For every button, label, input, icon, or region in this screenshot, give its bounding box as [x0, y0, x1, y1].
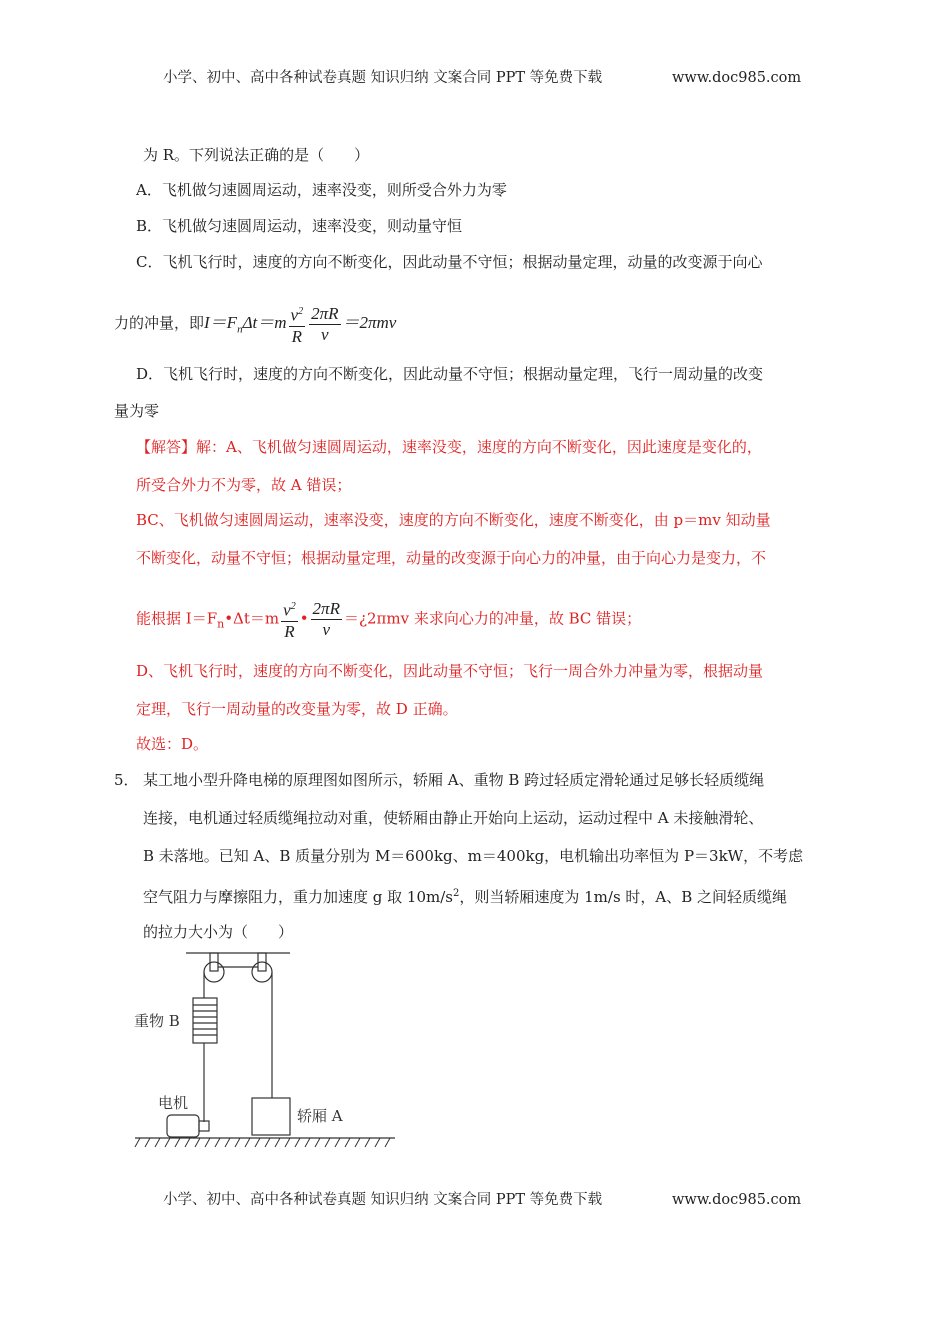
pulley-right — [252, 962, 272, 982]
option-b: B．飞机做匀速圆周运动，速率没变，则动量守恒 — [136, 217, 463, 235]
fraction — [311, 599, 342, 640]
formula-part: Δt＝m — [242, 313, 287, 333]
answer-line: 【解答】解：A、飞机做匀速圆周运动，速率没变，速度的方向不断变化，因此速度是变化的， — [136, 438, 762, 456]
exponent: 2 — [298, 306, 304, 317]
elevator-diagram — [130, 945, 410, 1155]
answer-line: BC、飞机做匀速圆周运动，速率没变，速度的方向不断变化，速度不断变化，由 p＝mv 知动量 — [136, 511, 771, 529]
footer-url[interactable]: www.doc985.com — [672, 1192, 802, 1208]
fraction — [281, 597, 298, 642]
formula-part: I＝F — [204, 313, 238, 333]
answer-line: D、飞机飞行时，速度的方向不断变化，因此动量不守恒；飞行一周合外力冲量为零，根据动量 — [136, 662, 764, 680]
denominator: v — [321, 324, 329, 344]
label-motor: 电机 — [158, 1094, 189, 1112]
motor — [167, 1115, 199, 1137]
option-c-text: 力的冲量，即 — [114, 314, 205, 333]
footer-text: 小学、初中、高中各种试卷真题 知识归纳 文案合同 PPT 等免费下载 — [163, 1192, 603, 1208]
denominator: v — [322, 619, 331, 639]
numerator: v — [283, 600, 291, 620]
question-line: 连接，电机通过轻质缆绳拉动对重，使轿厢由静止开始向上运动，运动过程中 A 未接触滑轮、 — [143, 809, 764, 827]
label-weight-b: 重物 B — [134, 1012, 180, 1030]
formula-sub: n — [237, 323, 243, 336]
header-text: 小学、初中、高中各种试卷真题 知识归纳 文案合同 PPT 等免费下载 — [163, 70, 603, 86]
question-line — [143, 884, 787, 907]
question-stem-tail: 为 R。下列说法正确的是（ ） — [143, 146, 370, 164]
numerator: v — [290, 305, 299, 325]
formula-part: ＝¿2πmv 来求向心力的冲量，故 BC 错误； — [343, 609, 642, 628]
answer-formula-line — [136, 597, 641, 642]
exponent: 2 — [452, 888, 460, 899]
question-line: 某工地小型升降电梯的原理图如图所示，轿厢 A、重物 B 跨过轻质定滑轮通过足够长轻质缆绳 — [143, 771, 765, 789]
formula-c — [204, 303, 397, 346]
label-car-a: 轿厢 A — [297, 1107, 343, 1125]
numerator: 2πR — [312, 598, 340, 618]
option-d-line2: 量为零 — [114, 402, 160, 420]
formula-sub: n — [217, 617, 225, 631]
answer-line: 不断变化，动量不守恒；根据动量定理，动量的改变源于向心力的冲量，由于向心力是变力，不 — [136, 549, 767, 567]
answer-line: 所受合外力不为零，故 A 错误； — [136, 476, 352, 494]
fraction — [289, 302, 306, 347]
question-number: 5． — [114, 771, 139, 789]
formula-part: •Δt＝m — [224, 609, 280, 628]
pulley-left — [204, 962, 224, 982]
answer-line: 定理，飞行一周动量的改变量为零，故 D 正确。 — [136, 700, 458, 718]
denominator: R — [291, 326, 303, 346]
option-d-line1: D．飞机飞行时，速度的方向不断变化，因此动量不守恒；根据动量定理，飞行一周动量的改变 — [136, 365, 764, 383]
option-c-line2 — [114, 302, 396, 347]
formula-part: ＝2πmv — [342, 313, 397, 333]
exponent: 2 — [290, 601, 296, 612]
answer-choice: 故选：D。 — [136, 735, 209, 753]
car-a — [252, 1098, 290, 1135]
question-line: 的拉力大小为（ ） — [143, 923, 294, 941]
fraction — [309, 304, 340, 345]
option-a: A．飞机做匀速圆周运动，速率没变，则所受合外力为零 — [136, 181, 507, 199]
header-url[interactable]: www.doc985.com — [672, 70, 802, 86]
option-c-line1: C．飞机飞行时，速度的方向不断变化，因此动量不守恒；根据动量定理，动量的改变源于向心 — [136, 253, 763, 271]
denominator: R — [284, 621, 295, 641]
formula-part: 能根据 I＝F — [136, 609, 218, 628]
text-part: ，则当轿厢速度为 1m/s 时，A、B 之间轻质缆绳 — [459, 888, 788, 906]
text-part: 空气阻力与摩擦阻力，重力加速度 g 取 10m/s — [143, 888, 453, 906]
question-line: B 未落地。已知 A、B 质量分别为 M＝600kg、m＝400kg，电机输出功率恒为 P＝3kW，不考虑 — [143, 847, 804, 865]
formula-part: • — [299, 609, 309, 628]
numerator: 2πR — [311, 303, 339, 323]
motor-shaft — [199, 1121, 209, 1131]
